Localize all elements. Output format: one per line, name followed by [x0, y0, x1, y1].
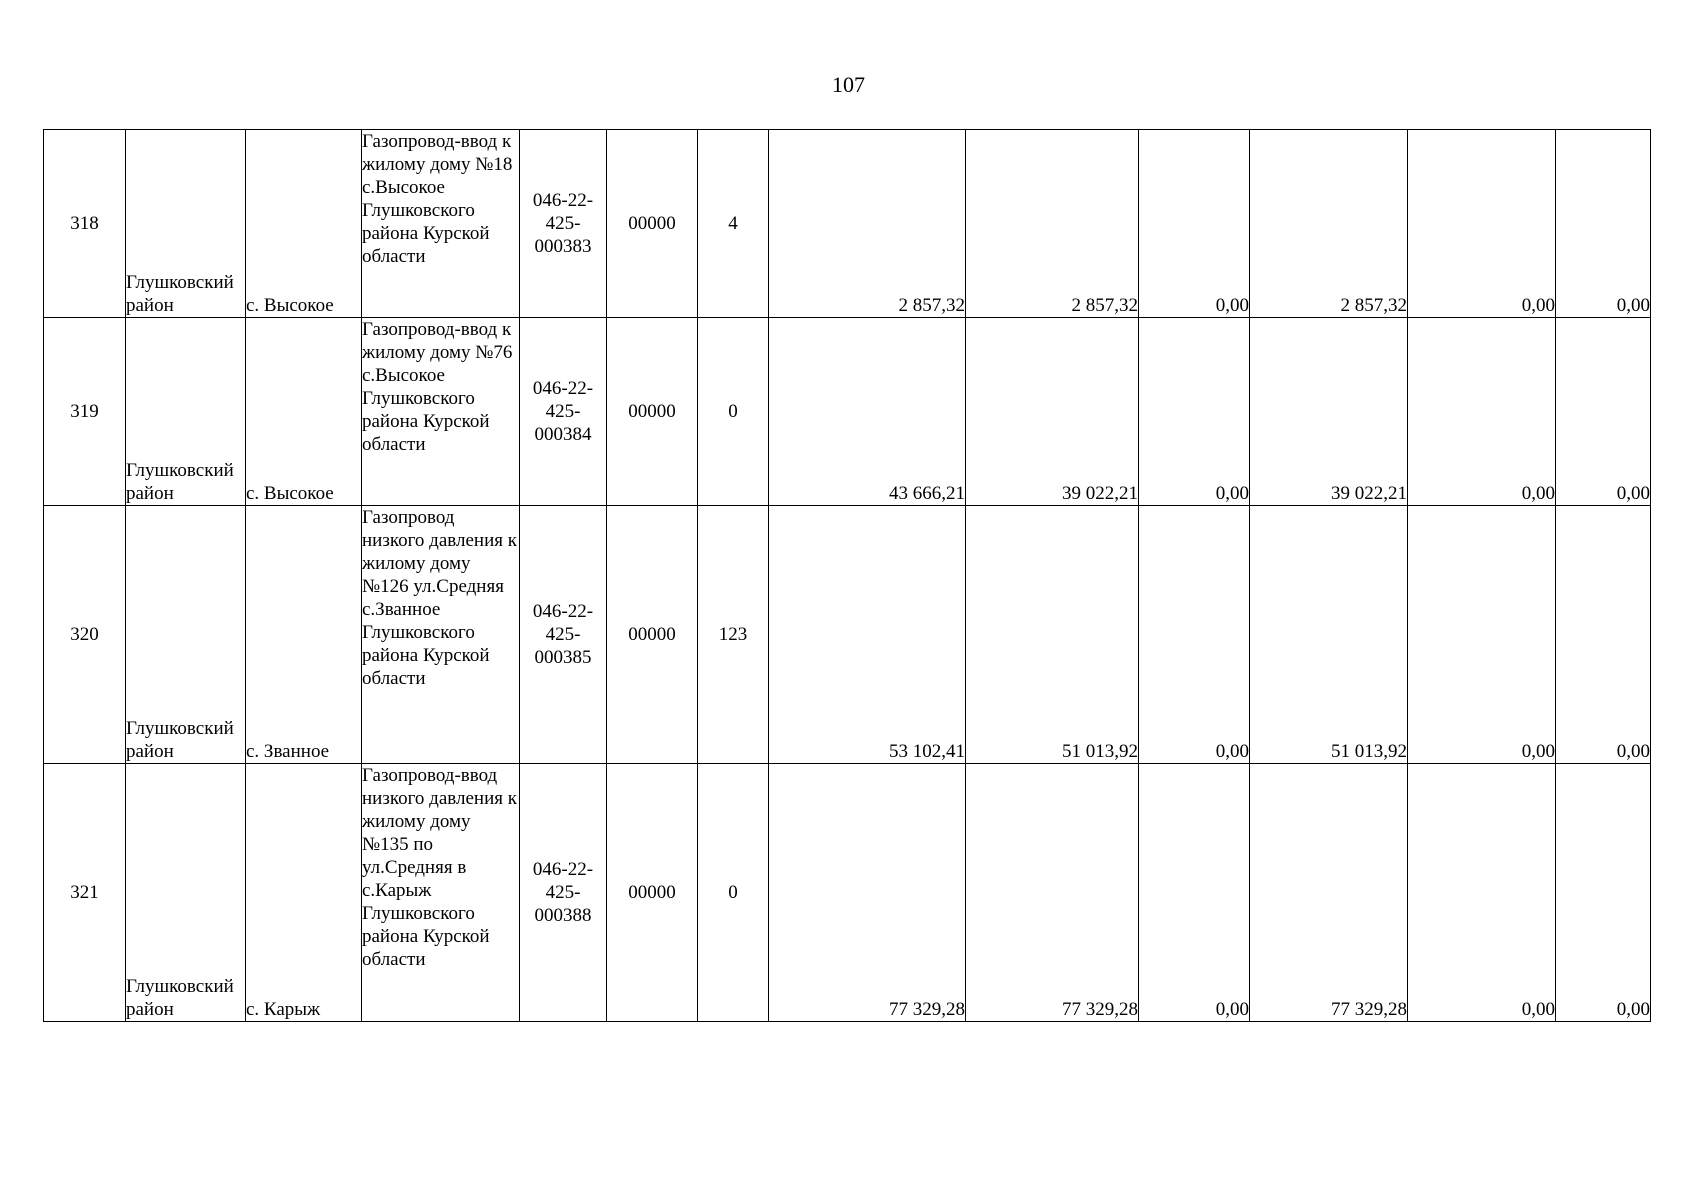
registry-code: 046-22- 425- 000388	[520, 764, 607, 1022]
settlement-cell: с. Карыж	[246, 764, 362, 1022]
object-description: Газопровод-ввод к жилому дому №18 с.Высокое Глушковского района Курской области	[362, 130, 520, 318]
row-number: 321	[44, 764, 126, 1022]
value-cell-2: 77 329,28	[966, 764, 1139, 1022]
row-number: 320	[44, 506, 126, 764]
value-cell-6: 0,00	[1556, 130, 1651, 318]
registry-code: 046-22- 425- 000383	[520, 130, 607, 318]
table-row	[44, 318, 1651, 506]
subcode-cell: 00000	[607, 130, 698, 318]
value-cell-2: 51 013,92	[966, 506, 1139, 764]
value-cell-4: 51 013,92	[1250, 506, 1408, 764]
subcode-cell: 00000	[607, 764, 698, 1022]
object-description: Газопровод-ввод к жилому дому №76 с.Высокое Глушковского района Курской области	[362, 318, 520, 506]
quantity-cell: 0	[698, 764, 769, 1022]
row-number: 319	[44, 318, 126, 506]
value-cell-4: 77 329,28	[1250, 764, 1408, 1022]
value-cell-5: 0,00	[1408, 506, 1556, 764]
settlement-cell: с. Званное	[246, 506, 362, 764]
registry-code: 046-22- 425- 000384	[520, 318, 607, 506]
value-cell-6: 0,00	[1556, 764, 1651, 1022]
value-cell-3: 0,00	[1139, 506, 1250, 764]
value-cell-6: 0,00	[1556, 506, 1651, 764]
quantity-cell: 4	[698, 130, 769, 318]
value-cell-5: 0,00	[1408, 764, 1556, 1022]
registry-table	[43, 129, 1651, 1022]
registry-code: 046-22- 425- 000385	[520, 506, 607, 764]
table-row	[44, 130, 1651, 318]
district-cell: Глушковский район	[126, 130, 246, 318]
value-cell-4: 2 857,32	[1250, 130, 1408, 318]
district-cell: Глушковский район	[126, 764, 246, 1022]
value-cell-3: 0,00	[1139, 130, 1250, 318]
value-cell-5: 0,00	[1408, 130, 1556, 318]
value-cell-1: 77 329,28	[769, 764, 966, 1022]
value-cell-5: 0,00	[1408, 318, 1556, 506]
district-cell: Глушковский район	[126, 318, 246, 506]
district-cell: Глушковский район	[126, 506, 246, 764]
value-cell-2: 2 857,32	[966, 130, 1139, 318]
value-cell-6: 0,00	[1556, 318, 1651, 506]
quantity-cell: 123	[698, 506, 769, 764]
value-cell-3: 0,00	[1139, 318, 1250, 506]
value-cell-1: 53 102,41	[769, 506, 966, 764]
row-number: 318	[44, 130, 126, 318]
quantity-cell: 0	[698, 318, 769, 506]
value-cell-1: 2 857,32	[769, 130, 966, 318]
value-cell-2: 39 022,21	[966, 318, 1139, 506]
subcode-cell: 00000	[607, 318, 698, 506]
value-cell-1: 43 666,21	[769, 318, 966, 506]
table-row	[44, 764, 1651, 1022]
subcode-cell: 00000	[607, 506, 698, 764]
settlement-cell: с. Высокое	[246, 130, 362, 318]
object-description: Газопровод-ввод низкого давления к жилому дому №135 по ул.Средняя в с.Карыж Глушковского района Курской области	[362, 764, 520, 1022]
value-cell-3: 0,00	[1139, 764, 1250, 1022]
settlement-cell: с. Высокое	[246, 318, 362, 506]
table-row	[44, 506, 1651, 764]
value-cell-4: 39 022,21	[1250, 318, 1408, 506]
page-number: 107	[832, 72, 865, 97]
object-description: Газопровод низкого давления к жилому дому №126 ул.Средняя с.Званное Глушковского района Курской области	[362, 506, 520, 764]
